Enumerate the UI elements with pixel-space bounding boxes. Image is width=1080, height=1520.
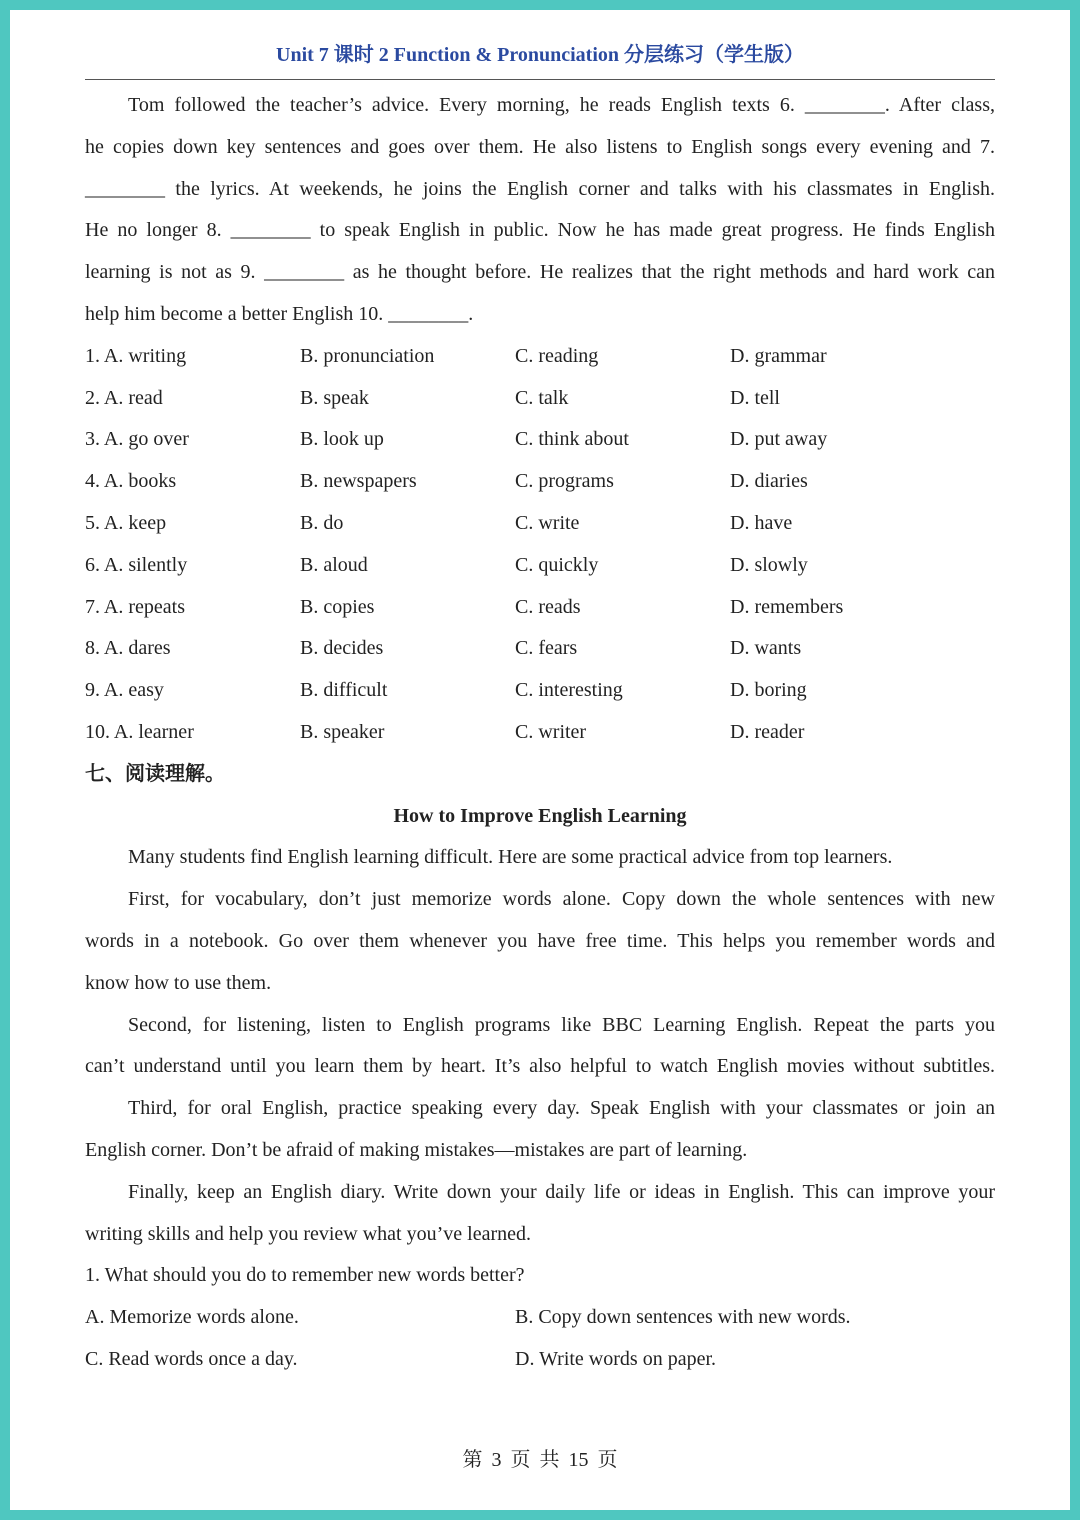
option-a: 5. A. keep (85, 511, 167, 534)
passage-line: Third, for oral English, practice speaking every day. Speak English with your classmates or join an (128, 1097, 995, 1120)
cloze-line: help him become a better English 10. ________. (85, 302, 474, 325)
answer-d: D. Write words on paper. (515, 1347, 717, 1370)
option-row (85, 670, 995, 712)
option-c: C. fears (515, 637, 578, 660)
option-row (85, 545, 995, 587)
option-d: D. put away (730, 428, 828, 451)
answer-c: C. Read words once a day. (85, 1347, 298, 1370)
option-d: D. diaries (730, 470, 808, 493)
option-row (85, 712, 995, 754)
option-b: B. pronunciation (300, 344, 435, 367)
passage-line: writing skills and help you review what you’ve learned. (85, 1222, 531, 1245)
passage-line: English corner. Don’t be afraid of making mistakes—mistakes are part of learning. (85, 1138, 748, 1161)
option-row (85, 419, 995, 461)
cloze-line: learning is not as 9. ________ as he thought before. He realizes that the right methods and hard work can (85, 261, 995, 284)
page (10, 10, 1070, 1510)
option-c: C. think about (515, 428, 629, 451)
option-c: C. interesting (515, 679, 623, 702)
answer-b: B. Copy down sentences with new words. (515, 1306, 851, 1329)
cloze-options (85, 336, 995, 754)
option-a: 9. A. easy (85, 679, 164, 702)
option-b: B. look up (300, 428, 384, 451)
option-d: D. wants (730, 637, 802, 660)
option-d: D. slowly (730, 553, 808, 576)
option-b: B. speaker (300, 720, 385, 743)
option-row (85, 587, 995, 629)
option-c: C. programs (515, 470, 614, 493)
option-row (85, 628, 995, 670)
option-row (85, 461, 995, 503)
section-heading: 七、阅读理解。 (85, 762, 225, 785)
option-row (85, 336, 995, 378)
option-a: 7. A. repeats (85, 595, 185, 618)
page-header: Unit 7 课时 2 Function & Pronunciation 分层练习（学生版） (276, 44, 804, 66)
cloze-line: he copies down key sentences and goes over them. He also listens to English songs every evening and 7. (85, 135, 995, 158)
option-c: C. writer (515, 720, 587, 743)
option-c: C. talk (515, 386, 569, 409)
question-stem: 1. What should you do to remember new words better? (85, 1264, 525, 1287)
answer-row (85, 1297, 995, 1339)
option-d: D. boring (730, 679, 807, 702)
passage-line: know how to use them. (85, 971, 272, 994)
cloze-line: ________ the lyrics. At weekends, he joins the English corner and talks with his classmates in English. (85, 177, 995, 200)
option-c: C. reads (515, 595, 581, 618)
passage-line: First, for vocabulary, don’t just memorize words alone. Copy down the whole sentences with new (128, 888, 995, 911)
passage-line: words in a notebook. Go over them whenever you have free time. This helps you remember words and (85, 929, 995, 952)
option-a: 10. A. learner (85, 720, 194, 743)
passage-line: Second, for listening, listen to English programs like BBC Learning English. Repeat the parts you (128, 1013, 995, 1036)
option-c: C. reading (515, 344, 599, 367)
page-number: 第 3 页 共 15 页 (462, 1449, 618, 1471)
option-b: B. decides (300, 637, 384, 660)
cloze-passage (85, 85, 995, 336)
option-d: D. have (730, 511, 793, 534)
option-b: B. difficult (300, 679, 388, 702)
option-a: 1. A. writing (85, 344, 187, 367)
option-b: B. speak (300, 386, 369, 409)
cloze-line: Tom followed the teacher’s advice. Every morning, he reads English texts 6. ________. After class, (128, 94, 995, 116)
option-d: D. tell (730, 386, 780, 409)
option-d: D. grammar (730, 344, 827, 367)
option-a: 6. A. silently (85, 553, 188, 576)
option-d: D. remembers (730, 595, 844, 618)
reading-passage (85, 837, 995, 1255)
option-row (85, 503, 995, 545)
content (85, 85, 995, 1381)
header-divider (85, 79, 995, 80)
passage-title: How to Improve English Learning (393, 804, 687, 827)
option-d: D. reader (730, 720, 805, 743)
answer-a: A. Memorize words alone. (85, 1306, 299, 1329)
option-b: B. aloud (300, 553, 368, 576)
passage-line: can’t understand until you learn them by heart. It’s also helpful to watch English movies without subtitles. (85, 1055, 995, 1078)
option-a: 8. A. dares (85, 637, 171, 660)
passage-line: Finally, keep an English diary. Write down your daily life or ideas in English. This can improve your (128, 1180, 995, 1203)
option-a: 2. A. read (85, 386, 163, 409)
passage-line: Many students find English learning difficult. Here are some practical advice from top learners. (128, 846, 893, 869)
cloze-line: He no longer 8. ________ to speak English in public. Now he has made great progress. He finds English (85, 219, 995, 242)
option-a: 4. A. books (85, 470, 177, 493)
option-b: B. newspapers (300, 470, 417, 493)
answer-row (85, 1339, 995, 1381)
option-c: C. quickly (515, 553, 599, 576)
option-row (85, 378, 995, 420)
option-c: C. write (515, 511, 580, 534)
option-b: B. copies (300, 595, 375, 618)
option-a: 3. A. go over (85, 428, 189, 451)
option-b: B. do (300, 511, 344, 534)
